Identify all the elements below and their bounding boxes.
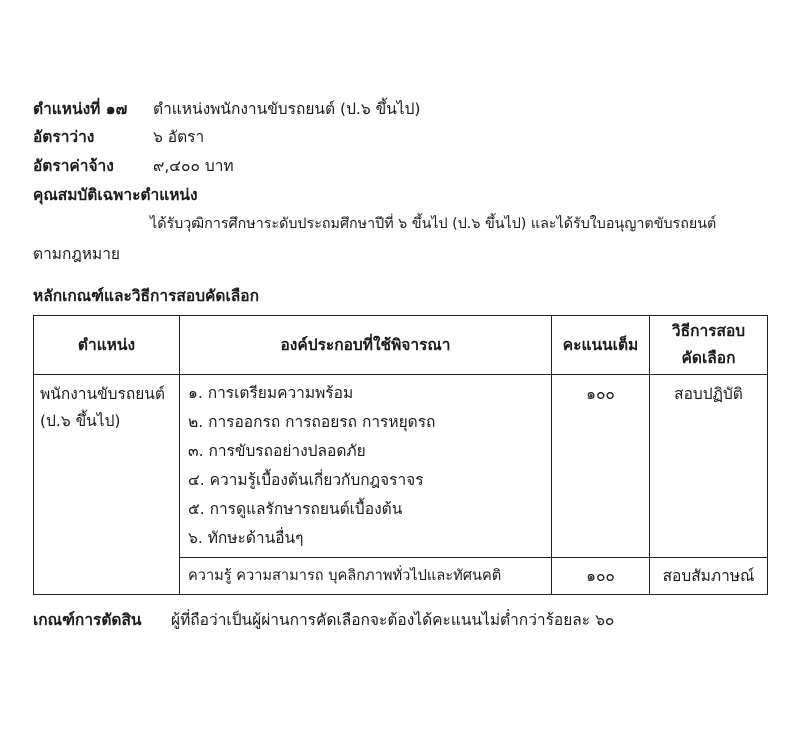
position-cell-line1: พนักงานขับรถยนต์: [40, 385, 165, 403]
decision-label: เกณฑ์การตัดสิน: [33, 611, 142, 629]
criteria-heading: หลักเกณฑ์และวิธีการสอบคัดเลือก: [33, 287, 259, 305]
header-components: องค์ประกอบที่ใช้พิจารณา: [180, 316, 552, 375]
component-item: ๔. ความรู้เบื้องต้นเกี่ยวกับกฎจราจร: [188, 471, 424, 489]
header-position: ตำแหน่ง: [34, 316, 180, 375]
component-item: ๕. การดูแลรักษารถยนต์เบื้องต้น: [188, 500, 403, 518]
vacancy-row: [33, 128, 205, 147]
criteria-table: [33, 315, 768, 595]
component-item: ๖. ทักษะด้านอื่นๆ: [188, 529, 304, 547]
vacancy-label: อัตราว่าง: [33, 128, 95, 146]
header-method-line1: วิธีการสอบ: [671, 322, 746, 340]
qualifications-line2: ตามกฎหมาย: [33, 245, 120, 263]
header-full-score: คะแนนเต็ม: [552, 316, 650, 375]
decision-row: [33, 611, 615, 630]
practical-components-cell: [180, 375, 552, 558]
interview-score: ๑๐๐: [552, 558, 650, 595]
salary-row: [33, 157, 234, 176]
position-cell-line2: (ป.๖ ขึ้นไป): [40, 412, 121, 430]
header-method: [650, 316, 768, 375]
qualifications-heading: คุณสมบัติเฉพาะตำแหน่ง: [33, 186, 198, 204]
position-number-label: ตำแหน่งที่ ๑๗: [33, 100, 128, 118]
interview-method: สอบสัมภาษณ์: [650, 558, 768, 595]
vacancy-value: ๖ อัตรา: [153, 128, 205, 146]
table-row-practical: [34, 375, 768, 558]
component-item: ๒. การออกรถ การถอยรถ การหยุดรถ: [188, 413, 436, 431]
component-item: ๓. การขับรถอย่างปลอดภัย: [188, 442, 366, 460]
component-item: ๑. การเตรียมความพร้อม: [188, 384, 354, 402]
table-header-row: [34, 316, 768, 375]
qualifications-line1: ได้รับวุฒิการศึกษาระดับประถมศึกษาปีที่ ๖ ขึ้นไป (ป.๖ ขึ้นไป) และได้รับใบอนุญาตขับรถยนต์: [150, 216, 717, 232]
position-title: ตำแหน่งพนักงานขับรถยนต์ (ป.๖ ขึ้นไป): [153, 100, 421, 118]
salary-label: อัตราค่าจ้าง: [33, 157, 114, 175]
salary-value: ๙,๔๐๐ บาท: [153, 157, 234, 175]
practical-method: สอบปฏิบัติ: [650, 375, 768, 558]
position-cell: [34, 375, 180, 595]
interview-component: ความรู้ ความสามารถ บุคลิกภาพทั่วไปและทัศนคติ: [180, 558, 552, 595]
position-row: [33, 100, 421, 119]
practical-score: ๑๐๐: [552, 375, 650, 558]
decision-text: ผู้ที่ถือว่าเป็นผู้ผ่านการคัดเลือกจะต้องได้คะแนนไม่ต่ำกว่าร้อยละ ๖๐: [171, 611, 615, 629]
header-method-line2: คัดเลือก: [681, 349, 736, 367]
practical-components-list: [188, 379, 551, 553]
